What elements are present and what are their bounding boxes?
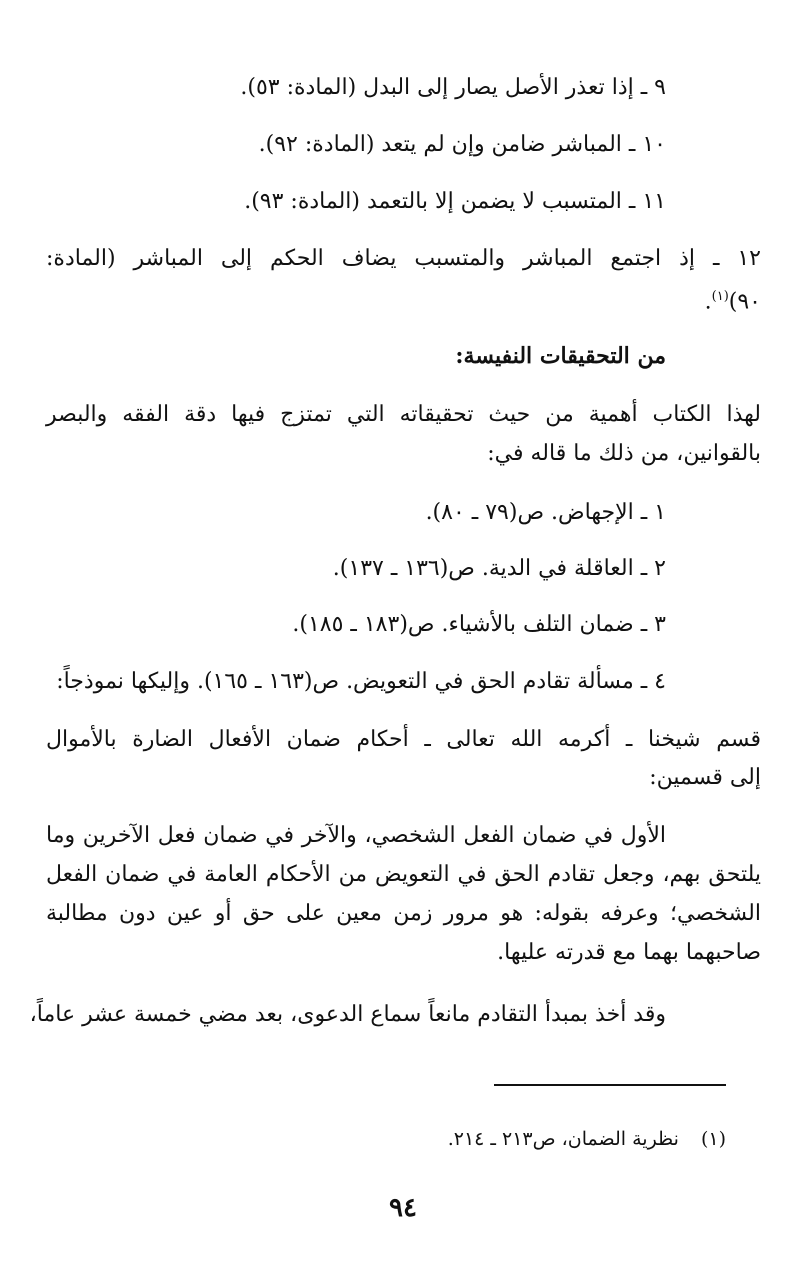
footnote-number: (١): [700, 1128, 726, 1150]
para-1-line-2: إلى قسمين:: [649, 765, 761, 790]
para-3-line-1: وقد أخذ بمبدأ التقادم مانعاً سماع الدعوى، بعد مضي خمسة عشر عاماً،: [29, 1002, 666, 1027]
footnote: [448, 1126, 726, 1152]
page-ref-4: ٤ ـ مسألة تقادم الحق في التعويض. ص(١٦٣ ـ ١٦٥). وإليكها نموذجاً:: [56, 669, 666, 694]
para-2-line-1: الأول في ضمان الفعل الشخصي، والآخر في ضمان فعل الآخرين وما: [46, 823, 666, 848]
page-ref-2: ٢ ـ العاقلة في الدية. ص(١٣٦ ـ ١٣٧).: [332, 556, 666, 581]
footnote-divider: [494, 1084, 726, 1086]
rule-10: ١٠ ـ المباشر ضامن وإن لم يتعد (المادة: ٩٢).: [258, 132, 666, 157]
rule-12-article: ٩٠): [728, 289, 761, 315]
rule-9: ٩ ـ إذا تعذر الأصل يصار إلى البدل (المادة: ٥٣).: [240, 75, 666, 100]
section-heading: من التحقيقات النفيسة:: [455, 343, 666, 369]
page-number: ٩٤: [389, 1193, 417, 1223]
para-2-line-2: يلتحق بهم، وجعل تقادم الحق في التعويض من الأحكام العامة في ضمان الفعل: [46, 862, 761, 887]
footnote-ref: (١): [711, 289, 729, 304]
intro-line-1: لهذا الكتاب أهمية من حيث تحقيقاته التي تمتزج فيها دقة الفقه والبصر: [46, 402, 761, 427]
para-2-line-3: الشخصي؛ وعرفه بقوله: هو مرور زمن معين على حق أو عين دون مطالبة: [46, 901, 761, 926]
rule-12-end: .: [704, 289, 712, 315]
para-1-line-1: قسم شيخنا ـ أكرمه الله تعالى ـ أحكام ضمان الأفعال الضارة بالأموال: [46, 727, 761, 752]
footnote-text: نظرية الضمان، ص٢١٣ ـ ٢١٤.: [447, 1128, 679, 1150]
intro-line-2: بالقوانين، من ذلك ما قاله في:: [487, 441, 761, 466]
para-2-line-4: صاحبهما بهما مع قدرته عليها.: [497, 940, 761, 965]
page-ref-1: ١ ـ الإجهاض. ص(٧٩ ـ ٨٠).: [425, 500, 666, 525]
rule-12-line-1: ١٢ ـ إذ اجتمع المباشر والمتسبب يضاف الحكم إلى المباشر (المادة:: [46, 246, 761, 271]
page-ref-3: ٣ ـ ضمان التلف بالأشياء. ص(١٨٣ ـ ١٨٥).: [292, 612, 666, 637]
rule-12-line-2: [46, 283, 761, 316]
rule-11: ١١ ـ المتسبب لا يضمن إلا بالتعمد (المادة: ٩٣).: [244, 189, 666, 214]
